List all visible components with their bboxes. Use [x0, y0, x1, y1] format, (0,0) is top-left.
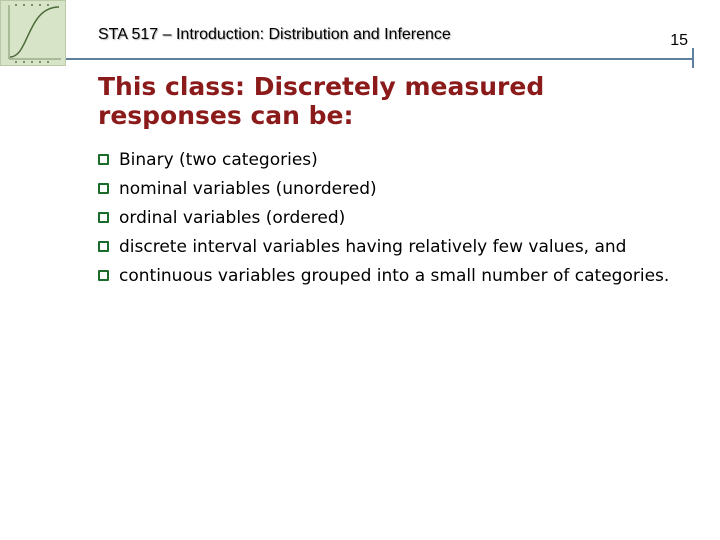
bullet-text: nominal variables (unordered) — [119, 179, 377, 199]
checkbox-bullet-icon — [98, 183, 109, 194]
bullet-item — [98, 208, 688, 228]
bullet-text: ordinal variables (ordered) — [119, 208, 346, 228]
bullet-item — [98, 237, 688, 257]
header-divider-tick — [692, 48, 694, 68]
checkbox-bullet-icon — [98, 154, 109, 165]
header-divider — [66, 58, 694, 60]
bullet-text: Binary (two categories) — [119, 150, 318, 170]
bullet-list — [98, 150, 688, 295]
bullet-item — [98, 179, 688, 199]
bullet-text: continuous variables grouped into a small number of categories. — [119, 266, 670, 286]
bullet-text: discrete interval variables having relatively few values, and — [119, 237, 627, 257]
page-number: 15 — [670, 32, 688, 49]
slide-title: This class: Discretely measured responses can be: — [98, 72, 545, 130]
checkbox-bullet-icon — [98, 212, 109, 223]
bullet-item — [98, 150, 688, 170]
checkbox-bullet-icon — [98, 241, 109, 252]
sigmoid-curve-logo-icon — [0, 0, 66, 66]
checkbox-bullet-icon — [98, 270, 109, 281]
header-title: STA 517 – Introduction: Distribution and Inference — [98, 26, 451, 43]
bullet-item — [98, 266, 688, 286]
